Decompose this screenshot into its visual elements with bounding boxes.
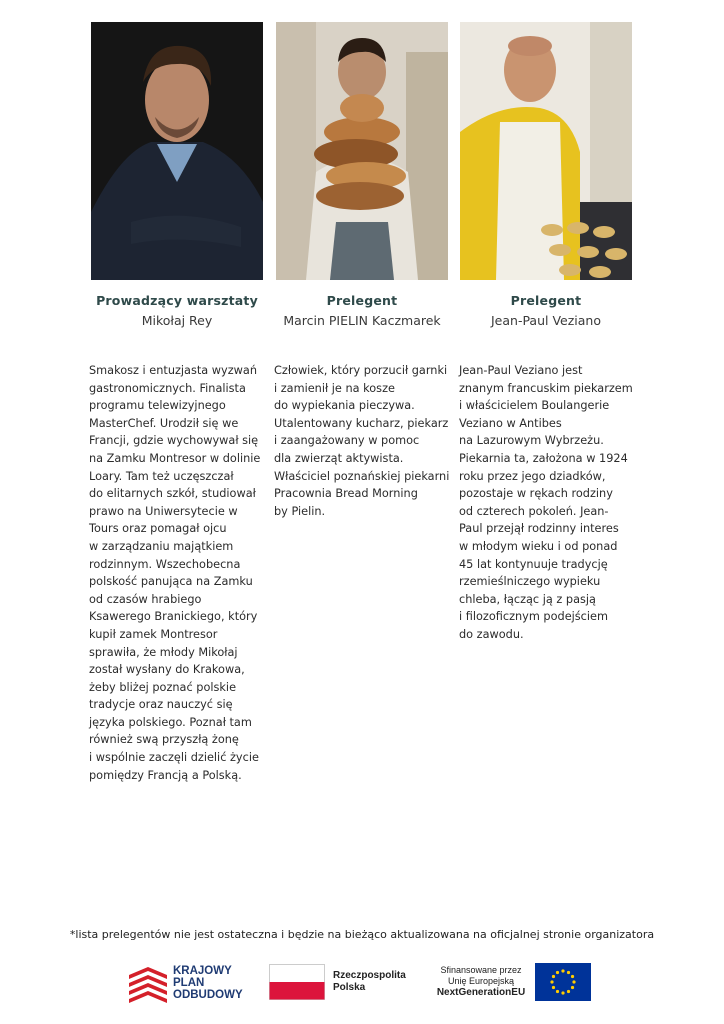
eu-star-icon — [561, 991, 564, 994]
bio-line: pomiędzy Francją a Polską. — [89, 768, 242, 782]
bio-line: Pracownia Bread Morning — [274, 487, 418, 501]
bio-line: do zawodu. — [459, 627, 524, 641]
speaker-bio-jean-paul-veziano — [459, 362, 634, 644]
rp-line: Rzeczpospolita — [333, 970, 406, 981]
speaker-photo-mikolaj-rey — [91, 22, 263, 280]
bio-line: rzemieślniczego wypieku — [459, 575, 601, 589]
eu-star-icon — [552, 986, 555, 989]
bio-line: i zamienił je na kosze — [274, 381, 395, 395]
speaker-name: Jean-Paul Veziano — [490, 313, 601, 328]
bio-line: 45 lat kontynuuje tradycję — [459, 557, 608, 571]
eu-flag-icon — [535, 963, 591, 1001]
eu-star-icon — [550, 980, 553, 983]
bio-line: Utalentowany kucharz, piekarz — [274, 416, 449, 430]
eu-star-icon — [571, 986, 574, 989]
rp-line: Polska — [333, 982, 366, 993]
eu-line: Sfinansowane przez — [440, 965, 522, 975]
bio-line: żeby bliżej poznać polskie — [89, 680, 237, 694]
bio-line: do elitarnych szkół, studiował — [89, 487, 256, 501]
bio-line: Veziano w Antibes — [459, 416, 562, 430]
eu-star-icon — [567, 990, 570, 993]
bio-line: polskość panująca na Zamku — [89, 575, 253, 589]
kpo-line: PLAN — [173, 977, 205, 989]
speaker-photo-marcin-pielin — [276, 22, 448, 280]
footnote: *lista prelegentów nie jest ostateczna i będzie na bieżąco aktualizowana na oficjalnej stronie organizatora — [69, 928, 655, 941]
eu-star-icon — [572, 980, 575, 983]
bio-line: w młodym wieku i od ponad — [459, 539, 618, 553]
bio-line: pozostaje w rękach rodziny — [459, 487, 613, 501]
bio-line: języka polskiego. Poznał tam — [89, 715, 252, 729]
speaker-role: Prowadzący warsztaty — [96, 293, 258, 308]
bio-line: roku przez jego dziadków, — [459, 469, 606, 483]
bio-line: prawo na Uniwersytecie w — [89, 504, 238, 518]
bio-line: również swą przyszłą żonę — [89, 733, 239, 747]
bio-line: na Lazurowym Wybrzeżu. — [459, 434, 604, 448]
eu-star-icon — [567, 971, 570, 974]
bio-line: kupił zamek Montresor — [89, 627, 218, 641]
bio-line: Paul przejął rodzinny interes — [459, 522, 619, 536]
bio-line: i właścicielem Boulangerie — [459, 399, 610, 413]
bio-line: Właściciel poznańskiej piekarni — [274, 469, 450, 483]
kpo-line: KRAJOWY — [173, 965, 232, 977]
bio-line: rodzinnym. Wszechobecna — [89, 557, 241, 571]
bio-line: Człowiek, który porzucił garnki — [274, 364, 448, 377]
kpo-emblem-icon — [129, 965, 167, 1003]
speaker-name: Mikołaj Rey — [141, 313, 213, 328]
bio-line: Jean-Paul Veziano jest — [459, 364, 583, 377]
bio-line: dla zwierząt aktywista. — [274, 451, 404, 465]
bio-line: Loary. Tam też uczęszczał — [89, 469, 234, 483]
bio-line: tradycje oraz nauczyć się — [89, 698, 233, 712]
bio-line: znanym francuskim piekarzem — [459, 381, 633, 395]
speaker-role: Prelegent — [326, 293, 398, 308]
bio-line: sprawiła, że młody Mikołaj — [89, 645, 238, 659]
bio-line: do wypiekania pieczywa. — [274, 399, 415, 413]
bio-line: chleba, łącząc ją z pasją — [459, 592, 596, 606]
kpo-line: ODBUDOWY — [173, 989, 243, 1001]
bio-line: gastronomicznych. Finalista — [89, 381, 246, 395]
eu-line: Unię Europejską — [447, 976, 515, 986]
bio-line: Piekarnia ta, założona w 1924 — [459, 451, 628, 465]
eu-line: NextGenerationEU — [436, 987, 526, 998]
bio-line: w zarządzaniu majątkiem — [89, 539, 234, 553]
bio-line: Smakosz i entuzjasta wyzwań — [89, 364, 257, 377]
bio-line: Ksawerego Branickiego, który — [89, 610, 258, 624]
bio-line: na Zamku Montresor w dolinie — [89, 451, 261, 465]
eu-star-icon — [571, 975, 574, 978]
bio-line: i zaangażowany w pomoc — [274, 434, 420, 448]
bio-line: Francji, gdzie wychowywał się — [89, 434, 259, 448]
bio-line: programu telewizyjnego — [89, 399, 226, 413]
eu-star-icon — [552, 975, 555, 978]
eu-star-icon — [556, 990, 559, 993]
polish-flag-icon — [269, 964, 325, 1000]
speaker-photo-jean-paul-veziano — [460, 22, 632, 280]
speaker-bio-mikolaj-rey — [89, 362, 264, 784]
speaker-role: Prelegent — [510, 293, 582, 308]
bio-line: i filozoficznym podejściem — [459, 610, 608, 624]
bio-line: został wysłany do Krakowa, — [89, 663, 245, 677]
eu-star-icon — [556, 971, 559, 974]
bio-line: Tours oraz pomagał ojcu — [89, 522, 227, 536]
bio-line: MasterChef. Urodził się we — [89, 416, 239, 430]
bio-line: od czasów hrabiego — [89, 592, 202, 606]
bio-line: i wspólnie zaczęli dzielić życie — [89, 751, 259, 765]
speaker-bio-marcin-pielin — [274, 362, 449, 520]
bio-line: by Pielin. — [274, 504, 326, 518]
eu-star-icon — [561, 969, 564, 972]
bio-line: od czterech pokoleń. Jean- — [459, 504, 609, 518]
speaker-name: Marcin PIELIN Kaczmarek — [283, 313, 441, 328]
